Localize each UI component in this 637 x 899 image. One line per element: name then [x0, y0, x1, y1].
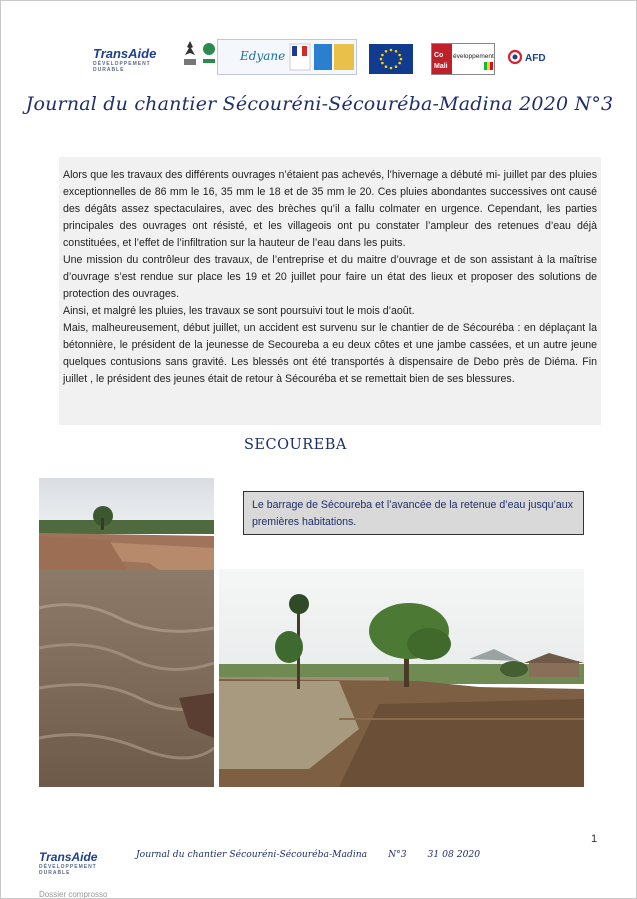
- photo-caption: [243, 491, 584, 535]
- footer-logo-text: TransAide: [39, 850, 98, 864]
- dam-water-photo-image: [39, 478, 214, 787]
- transaide-logo: [93, 46, 181, 73]
- eu-flag-icon: [369, 44, 413, 74]
- dam-water-photo: [39, 478, 214, 787]
- paragraph-mission: Une mission du contrôleur des travaux, de l’entreprise et du maitre d’ouvrage et de son assistant à la maîtrise d’ouvrage s’est rendue sur place les 19 et 20 juillet pour faire un état des lieux et proposer des solutions de protection des ouvrages.: [63, 254, 597, 300]
- edyane-logo-graphic: [218, 40, 356, 74]
- page-footer: [136, 849, 498, 860]
- footer-issue-number: N°3: [388, 849, 407, 860]
- transaide-logo-subtitle: DÉVELOPPEMENT DURABLE: [93, 61, 151, 73]
- afd-logo-graphic: [507, 47, 557, 67]
- svg-text:Mali: Mali: [434, 63, 448, 70]
- edyane-logo: [217, 39, 357, 75]
- paragraph-works-continued: Ainsi, et malgré les pluies, les travaux se sont poursuivi tout le mois d’août.: [63, 305, 415, 317]
- paragraph-accident: Mais, malheureusement, début juillet, un accident est survenu sur le chantier de de Sécouréba : en déplaçant la bétonnière, le président de la jeunesse de Secoureba a eu deux côtes et une jambe cassées, et un autre jeune quelques contusions sans gravité. Les blessés ont été transportés à dispensaire de Debo près de Diéma. Fin juillet , le président des jeunes était de retour à Sécouréba et se remettait bien de ses blessures.: [63, 322, 597, 385]
- cooperation-logo-icon: [201, 39, 217, 69]
- partner-logos: [93, 39, 563, 75]
- svg-text:Co: Co: [434, 52, 444, 59]
- afd-logo-text: AFD: [525, 53, 546, 64]
- edyane-text: Edyane: [240, 49, 286, 63]
- footer-journal-title: Journal du chantier Sécouréni-Sécouréba-Madina: [136, 849, 368, 860]
- footer-logo-subtitle: DÉVELOPPEMENT DURABLE: [39, 864, 97, 876]
- codeveloppement-logo-graphic: [432, 44, 494, 74]
- journal-title: Journal du chantier Sécouréni-Sécouréba-Madina 2020 N°3: [25, 93, 614, 115]
- codeveloppement-mali-logo: [431, 43, 495, 75]
- page-number: 1: [591, 833, 598, 845]
- paragraph-rains: Alors que les travaux des différents ouvrages n’étaient pas achevés, l’hivernage a débuté mi- juillet par des pluies exceptionnelles de 86 mm le 16, 35 mm le 18 et de 35 mm le 20. Ces pluies abondantes successives ont causé des dégâts assez spectaculaires, avec des brèches qu’il a fallu colmater en urgence. Cependant, les parties principales des ouvrages ont résisté, et les villageois ont pu constater l’ampleur des retenues d’eau déjà constituées, et l’effet de l’infiltration sur la hauteur de l’eau dans les puits.: [63, 169, 597, 249]
- photo-caption-text: Le barrage de Sécoureba et l’avancée de la retenue d’eau jusqu’aux premières habitations.: [252, 499, 573, 528]
- transaide-logo-text: TransAide: [93, 46, 157, 61]
- footer-transaide-logo: [39, 850, 119, 874]
- reservoir-landscape-photo-image: [219, 569, 584, 787]
- footer-date: 31 08 2020: [427, 849, 481, 860]
- afd-logo: [507, 47, 557, 67]
- section-heading: SECOUREBA: [244, 437, 347, 453]
- svg-text:éveloppement: éveloppement: [453, 53, 494, 60]
- bird-logo-icon: [181, 39, 199, 69]
- truncated-text: Dossier comprosso: [39, 890, 108, 899]
- article-text-block: [59, 157, 601, 425]
- reservoir-landscape-photo: [219, 569, 584, 787]
